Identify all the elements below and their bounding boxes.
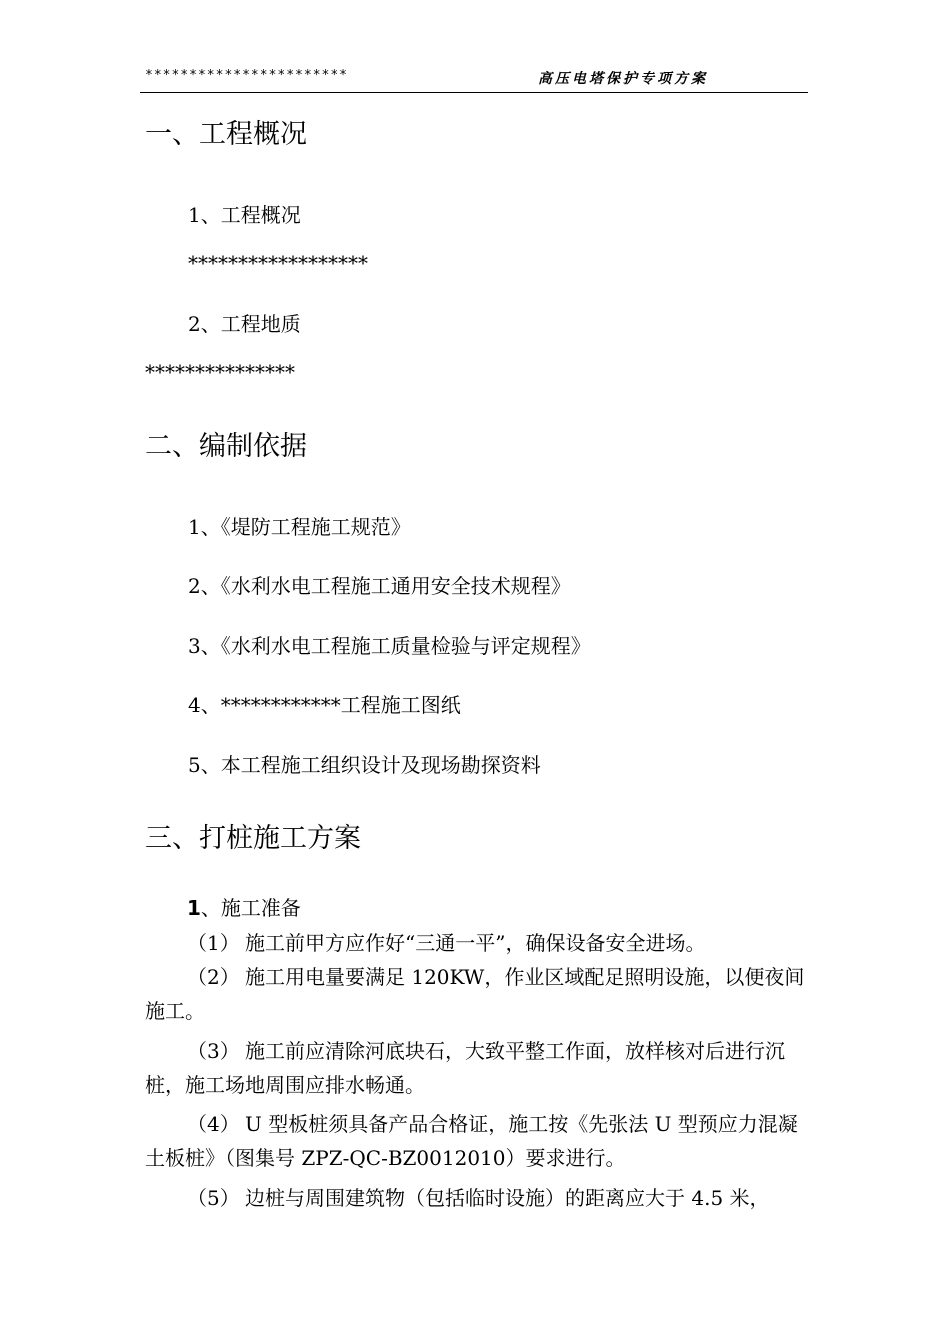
prep-paragraph [145,1107,810,1175]
reference-item: 4、************工程施工图纸 [188,693,461,717]
section-1-item-2-text: *************** [145,360,295,384]
section-1-item-1-text: ****************** [188,251,368,275]
paragraph-number: （3） [187,1039,240,1063]
reference-item: 1、《堤防工程施工规范》 [188,515,411,539]
reference-item: 5、本工程施工组织设计及现场勘探资料 [188,753,541,777]
header-title: 高压电塔保护专项方案 [538,71,708,87]
prep-paragraph [145,1034,810,1102]
paragraph-number: （5） [187,1186,240,1210]
prep-paragraph [145,960,810,1028]
section-2-heading: 二、编制依据 [145,431,307,462]
paragraph-number: （1） [187,931,240,955]
section-1-item-1: 1、工程概况 [188,203,301,227]
paragraph-text: 施工前甲方应作好“三通一平”，确保设备安全进场。 [245,931,706,955]
section-3-subheading [187,892,301,921]
subheading-number: 1 [187,896,201,920]
paragraph-text: 施工前应清除河底块石，大致平整工作面，放样核对后进行沉桩，施工场地周围应排水畅通。 [145,1039,785,1097]
paragraph-text: 边桩与周围建筑物（包括临时设施）的距离应大于 4.5 米， [245,1186,770,1210]
reference-item: 3、《水利水电工程施工质量检验与评定规程》 [188,634,591,658]
subheading-label: 、施工准备 [200,896,301,920]
header-left-text: *********************** [145,68,349,83]
prep-paragraph [145,1181,810,1215]
reference-item: 2、《水利水电工程施工通用安全技术规程》 [188,574,571,598]
section-3-heading: 三、打桩施工方案 [145,823,361,854]
section-1-heading: 一、工程概况 [145,119,307,150]
header-divider [140,92,808,93]
paragraph-number: （4） [187,1112,240,1136]
paragraph-number: （2） [187,965,240,989]
prep-paragraph [145,926,810,960]
section-1-item-2: 2、工程地质 [188,312,301,336]
paragraph-text: 施工用电量要满足 120KW，作业区域配足照明设施，以便夜间施工。 [145,965,805,1023]
paragraph-text: U 型板桩须具备产品合格证，施工按《先张法 U 型预应力混凝土板桩》（图集号 ZPZ-QC-BZ0012010）要求进行。 [145,1112,798,1170]
